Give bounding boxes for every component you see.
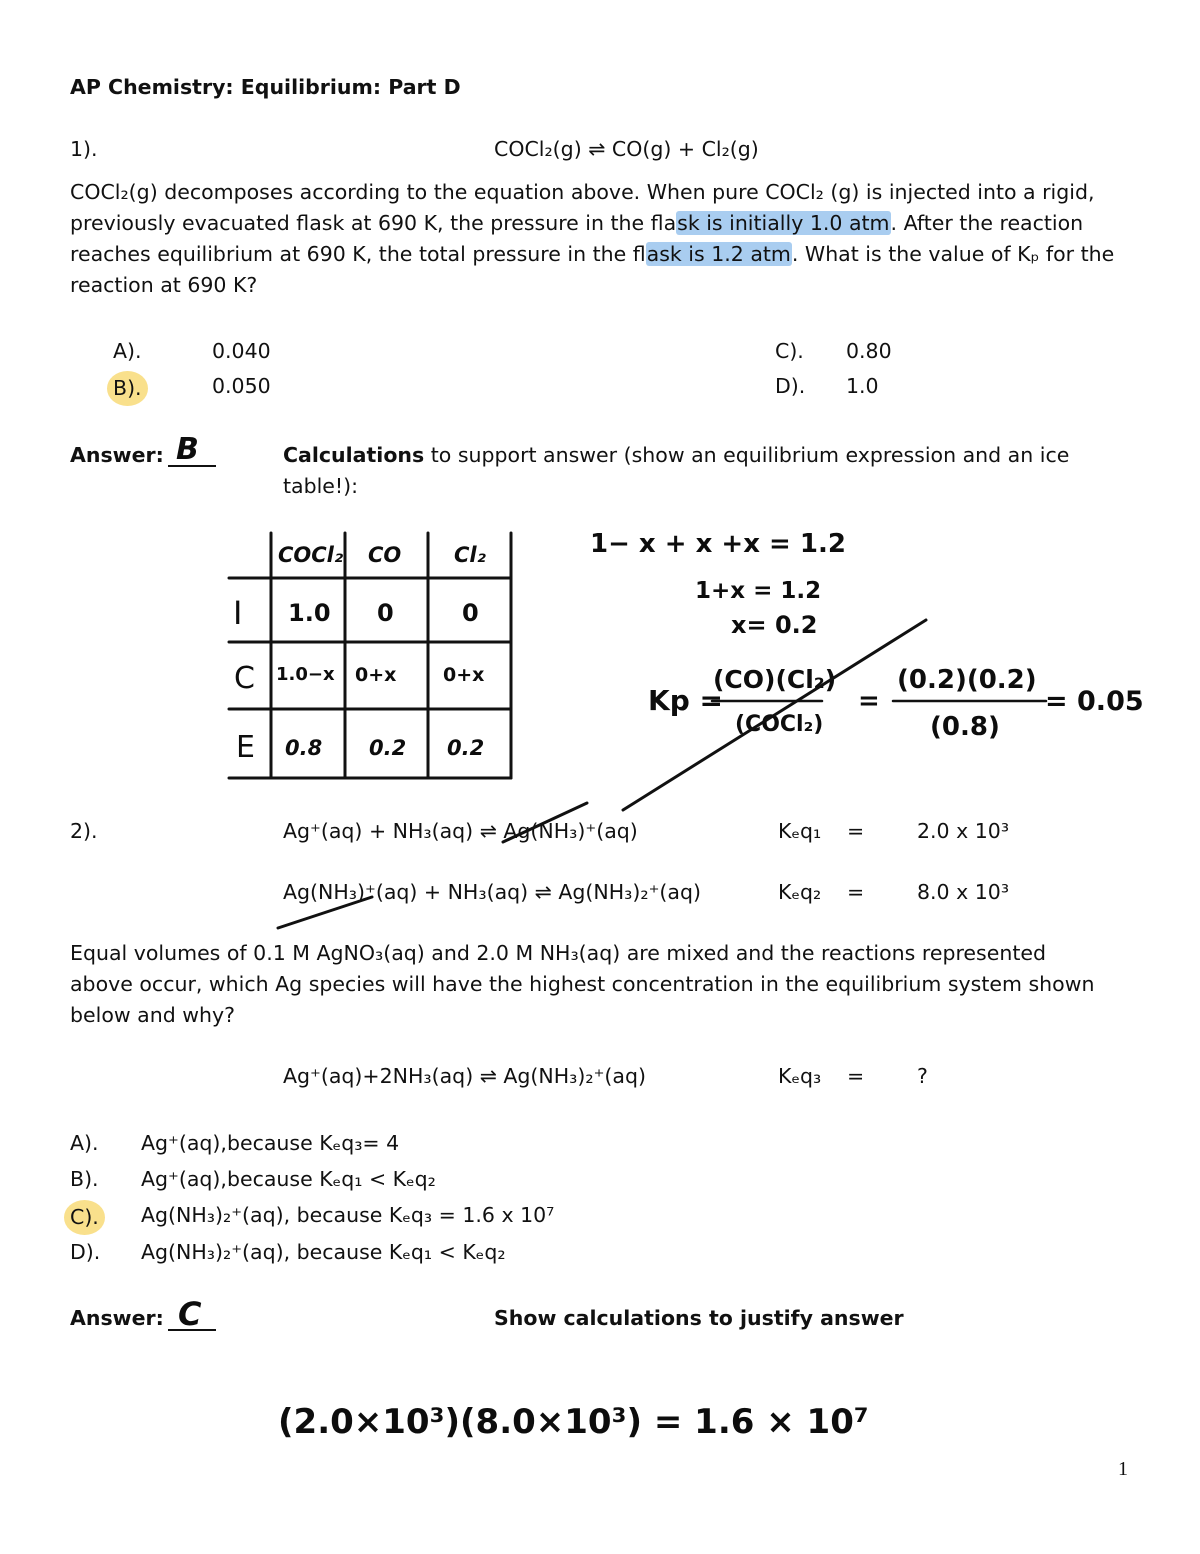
q2-answer-handwritten: C bbox=[178, 1295, 202, 1333]
work-line-1: 1− x + x +x = 1.2 bbox=[590, 529, 846, 559]
kp-denominator: (COCl₂) bbox=[735, 712, 824, 737]
q1-choice-d-letter: D). bbox=[775, 374, 806, 398]
ice-i-co: 0 bbox=[377, 599, 394, 627]
q2-choice-b-text: Ag⁺(aq),because Kₑq₁ < Kₑq₂ bbox=[141, 1167, 436, 1191]
highlight-total-pressure: ask is 1.2 atm bbox=[646, 242, 791, 266]
q1-choice-a-value: 0.040 bbox=[212, 339, 271, 363]
ice-e-co: 0.2 bbox=[369, 736, 407, 760]
q2-choice-d-text: Ag(NH₃)₂⁺(aq), because Kₑq₁ < Kₑq₂ bbox=[141, 1240, 506, 1264]
q2-handwritten-work: (2.0×10³)(8.0×10³) = 1.6 × 10⁷ bbox=[278, 1402, 869, 1442]
reaction-2: Ag(NH₃)⁺(aq) + NH₃(aq) ⇌ Ag(NH₃)₂⁺(aq) bbox=[283, 880, 701, 904]
kp-value-numerator: (0.2)(0.2) bbox=[897, 665, 1037, 695]
k2-value: 8.0 x 10³ bbox=[917, 880, 1010, 904]
page-title: AP Chemistry: Equilibrium: Part D bbox=[70, 75, 461, 99]
ice-e-cocl2: 0.8 bbox=[285, 736, 323, 760]
reaction-1: Ag⁺(aq) + NH₃(aq) ⇌ Ag(NH₃)⁺(aq) bbox=[283, 819, 638, 843]
reaction-3: Ag⁺(aq)+2NH₃(aq) ⇌ Ag(NH₃)₂⁺(aq) bbox=[283, 1064, 647, 1088]
q2-choice-a-letter: A). bbox=[70, 1131, 99, 1155]
q2-choice-d-letter: D). bbox=[70, 1240, 101, 1264]
q2-choice-b-letter: B). bbox=[70, 1167, 99, 1191]
kp-result: = 0.05 bbox=[1045, 686, 1144, 717]
ice-c-cl2: 0+x bbox=[443, 664, 485, 686]
q2-line-2: above occur, which Ag species will have the highest concentration in the equilibrium system shown bbox=[70, 972, 1095, 996]
q1-choice-b-value: 0.050 bbox=[212, 374, 271, 398]
calc-rest-text: to support answer (show an equilibrium expression and an ice bbox=[424, 443, 1070, 467]
q1-line-4: reaction at 690 K? bbox=[70, 273, 258, 297]
q1-line-1: COCl₂(g) decomposes according to the equation above. When pure COCl₂ (g) is injected into a rigid, bbox=[70, 180, 1095, 204]
answer-circle-highlight: B). bbox=[107, 371, 148, 406]
q2-line-1: Equal volumes of 0.1 M AgNO₃(aq) and 2.0 M NH₃(aq) are mixed and the reactions represented bbox=[70, 941, 1046, 965]
ice-row-label-i: I bbox=[233, 594, 243, 632]
k3-equals: = bbox=[847, 1064, 865, 1088]
ice-header-co: CO bbox=[368, 543, 402, 567]
k3-value: ? bbox=[917, 1064, 928, 1088]
ice-row-label-e: E bbox=[236, 730, 255, 765]
q1-line-3-end: . What is the value of Kₚ for the bbox=[791, 242, 1115, 266]
question-2-number: 2). bbox=[70, 819, 98, 843]
q2-choice-a-text: Ag⁺(aq),because Kₑq₃= 4 bbox=[141, 1131, 400, 1155]
kp-equals: = bbox=[858, 686, 880, 716]
ice-row-label-c: C bbox=[234, 661, 255, 696]
k1-label: Kₑq₁ bbox=[778, 819, 822, 843]
k2-equals: = bbox=[847, 880, 865, 904]
k2-label: Kₑq₂ bbox=[778, 880, 822, 904]
ice-e-cl2: 0.2 bbox=[447, 736, 485, 760]
kp-label: Kp = bbox=[648, 684, 723, 717]
question-1-number: 1). bbox=[70, 137, 98, 161]
ice-c-co: 0+x bbox=[355, 664, 397, 686]
ice-header-cl2: Cl₂ bbox=[454, 543, 486, 567]
calc-bold-label: Calculations bbox=[283, 443, 425, 467]
q1-line-2-start: previously evacuated flask at 690 K, the pressure in the fla bbox=[70, 211, 677, 235]
q1-answer-label: Answer: bbox=[70, 443, 164, 467]
k3-label: Kₑq₃ bbox=[778, 1064, 822, 1088]
answer-circle-highlight-q2: C). bbox=[64, 1200, 105, 1235]
q1-choice-c-letter: C). bbox=[775, 339, 804, 363]
question-1-equation: COCl₂(g) ⇌ CO(g) + Cl₂(g) bbox=[494, 137, 759, 161]
q2-answer-label: Answer: bbox=[70, 1306, 164, 1330]
ice-i-cl2: 0 bbox=[462, 599, 479, 627]
highlight-initial-pressure: sk is initially 1.0 atm bbox=[677, 211, 890, 235]
q1-line-3-start: reaches equilibrium at 690 K, the total pressure in the fl bbox=[70, 242, 646, 266]
ice-c-cocl2: 1.0−x bbox=[276, 664, 335, 685]
page-number: 1 bbox=[1118, 1458, 1128, 1480]
ice-i-cocl2: 1.0 bbox=[288, 599, 331, 627]
q2-choice-c-text: Ag(NH₃)₂⁺(aq), because Kₑq₃ = 1.6 x 10⁷ bbox=[141, 1203, 555, 1227]
q2-show-calc-label: Show calculations to justify answer bbox=[494, 1306, 904, 1330]
work-line-2: 1+x = 1.2 bbox=[695, 578, 822, 604]
q1-calc-instructions-2: table!): bbox=[283, 474, 359, 498]
kp-numerator: (CO)(Cl₂) bbox=[713, 665, 837, 694]
q1-choice-a-letter: A). bbox=[113, 339, 142, 363]
q2-line-3: below and why? bbox=[70, 1003, 236, 1027]
k1-equals: = bbox=[847, 819, 865, 843]
cancel-strike-line bbox=[503, 803, 587, 842]
q1-line-2-end: . After the reaction bbox=[890, 211, 1084, 235]
ice-header-cocl2: COCl₂ bbox=[278, 543, 344, 567]
q1-choice-c-value: 0.80 bbox=[846, 339, 892, 363]
cancel-strike-line bbox=[623, 620, 926, 810]
cancel-strike-line bbox=[278, 897, 372, 928]
q1-answer-handwritten: B bbox=[176, 432, 199, 467]
work-line-3: x= 0.2 bbox=[731, 611, 818, 639]
kp-value-denominator: (0.8) bbox=[930, 712, 1000, 742]
q1-choice-d-value: 1.0 bbox=[846, 374, 879, 398]
k1-value: 2.0 x 10³ bbox=[917, 819, 1010, 843]
